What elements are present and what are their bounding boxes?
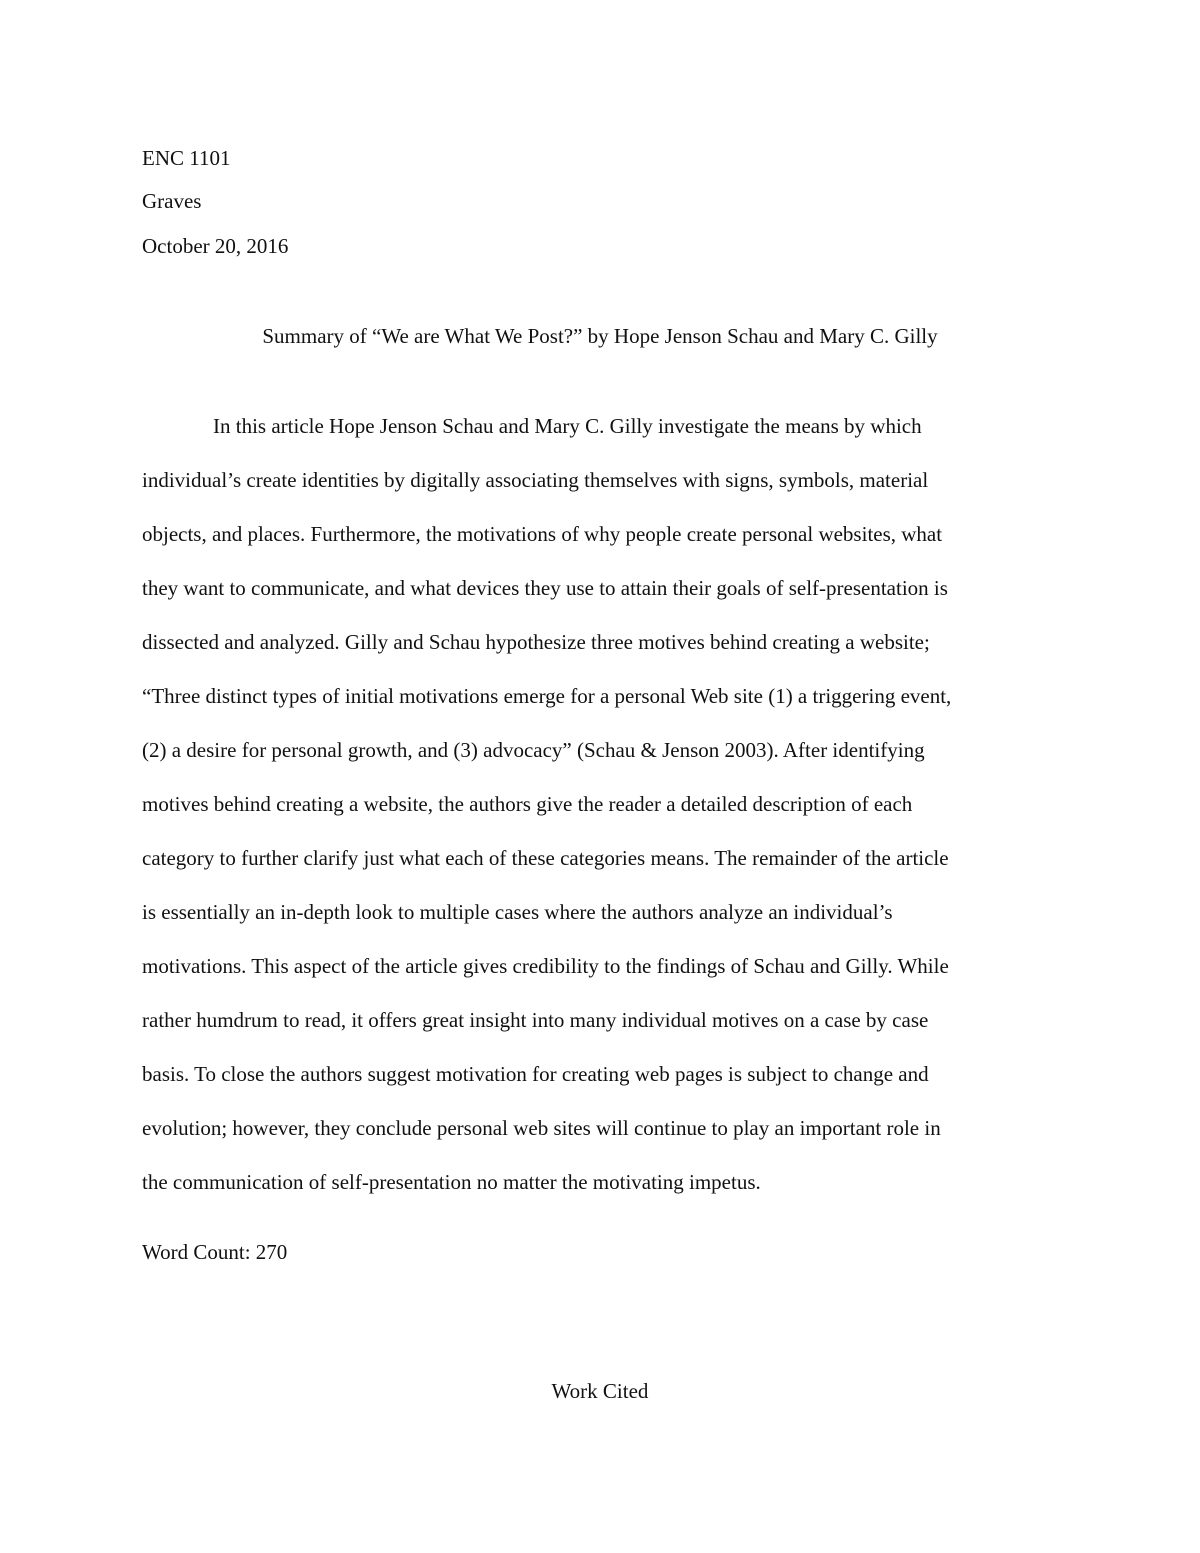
paragraph-line: motivations. This aspect of the article gives credibility to the findings of Schau and Gilly. While — [142, 954, 949, 978]
works-cited-heading: Work Cited — [551, 1379, 649, 1403]
course-line: ENC 1101 — [142, 146, 231, 170]
paragraph-line: dissected and analyzed. Gilly and Schau hypothesize three motives behind creating a website; — [142, 630, 930, 654]
paragraph-line: they want to communicate, and what devices they use to attain their goals of self-presentation is — [142, 576, 948, 600]
paragraph-line: basis. To close the authors suggest motivation for creating web pages is subject to change and — [142, 1062, 929, 1086]
document-title: Summary of “We are What We Post?” by Hope Jenson Schau and Mary C. Gilly — [262, 324, 938, 348]
paragraph-line: “Three distinct types of initial motivations emerge for a personal Web site (1) a triggering event, — [142, 684, 952, 708]
paragraph-line: category to further clarify just what each of these categories means. The remainder of the article — [142, 846, 949, 870]
paragraph-line: motives behind creating a website, the authors give the reader a detailed description of each — [142, 792, 913, 816]
paragraph-line: In this article Hope Jenson Schau and Mary C. Gilly investigate the means by which — [213, 414, 922, 438]
paragraph-line: rather humdrum to read, it offers great insight into many individual motives on a case by case — [142, 1008, 929, 1032]
paragraph-line: individual’s create identities by digitally associating themselves with signs, symbols, material — [142, 468, 929, 492]
paragraph-line: objects, and places. Furthermore, the motivations of why people create personal websites, what — [142, 522, 943, 546]
date-line: October 20, 2016 — [142, 234, 289, 258]
paragraph-line: evolution; however, they conclude personal web sites will continue to play an important role in — [142, 1116, 941, 1140]
paragraph-line: is essentially an in-depth look to multiple cases where the authors analyze an individual’s — [142, 900, 893, 924]
paragraph-line: the communication of self-presentation no matter the motivating impetus. — [142, 1170, 761, 1194]
instructor-line: Graves — [142, 189, 202, 213]
paragraph-line: (2) a desire for personal growth, and (3) advocacy” (Schau & Jenson 2003). After identifying — [142, 738, 925, 762]
word-count: Word Count: 270 — [142, 1240, 288, 1264]
